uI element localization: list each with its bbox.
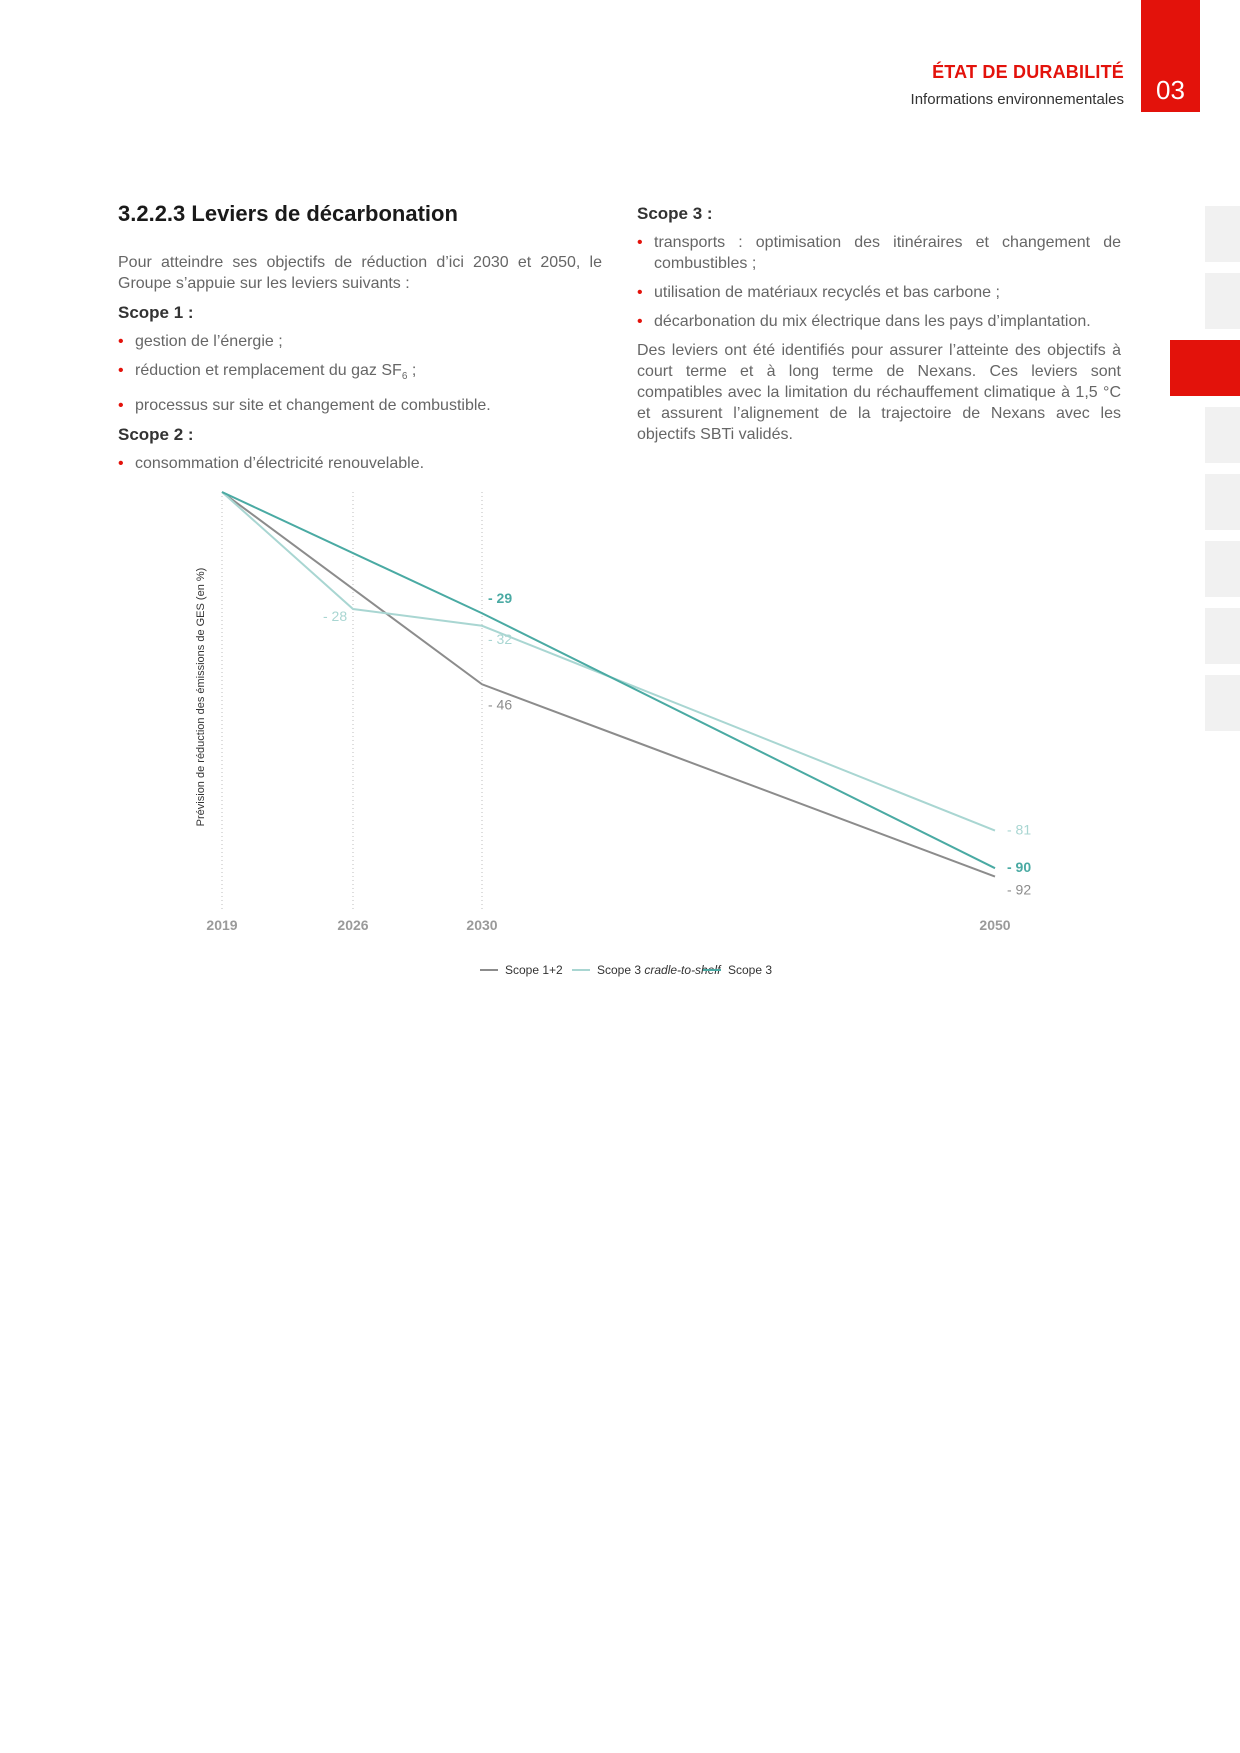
- list-item: • décarbonation du mix électrique dans les pays d’implantation.: [637, 313, 1091, 330]
- y-axis-label: Prévision de réduction des émissions de GES (en %): [195, 567, 207, 827]
- bullet-icon: •: [118, 362, 124, 379]
- list-item: • transports : optimisation des itinéraires et changement de combustibles ;: [637, 234, 1121, 272]
- scope2-heading: Scope 2 :: [118, 425, 194, 445]
- legend-label-scope3: Scope 3: [728, 963, 773, 977]
- scope3-list: [637, 232, 1121, 332]
- scope2-list: [118, 453, 602, 474]
- bullet-icon: •: [637, 234, 643, 251]
- list-item: • gestion de l’énergie ;: [118, 333, 283, 350]
- right-column: [637, 203, 1121, 453]
- data-label-scope3-2030: - 29: [488, 590, 513, 607]
- x-tick-label-2026: 2026: [337, 917, 369, 933]
- data-label-scope12-2030: - 46: [488, 696, 513, 713]
- legend-label-scope12: Scope 1+2: [505, 963, 563, 977]
- series-line-scope3_cts: [222, 492, 995, 831]
- list-item: • utilisation de matériaux recyclés et bas carbone ;: [637, 284, 1000, 301]
- legend-label-scope3_cts: Scope 3 cradle-to-shelf: [597, 963, 721, 977]
- bullet-icon: •: [118, 455, 124, 473]
- scope1-heading: Scope 1 :: [118, 303, 194, 322]
- bullet-icon: •: [637, 313, 643, 330]
- data-label-scope3_cts-2026: - 28: [323, 608, 348, 625]
- x-tick-label-2030: 2030: [466, 917, 498, 933]
- list-item: • réduction et remplacement du gaz $SF_6$ ;: [118, 362, 417, 383]
- bullet-icon: •: [637, 284, 643, 301]
- scope1-list: [118, 331, 602, 416]
- side-nav-tab-1[interactable]: [1205, 206, 1240, 262]
- list-item: • consommation d’électricité renouvelable.: [118, 455, 425, 473]
- x-tick-label-2050: 2050: [979, 917, 1011, 933]
- data-label-scope3_cts-2030: - 32: [488, 630, 513, 647]
- data-label-scope3-2050: - 90: [1007, 859, 1032, 876]
- side-nav-tab-4[interactable]: [1205, 407, 1240, 463]
- side-nav-tab-2[interactable]: [1205, 273, 1240, 329]
- section-title: 3.2.2.3 Leviers de décarbonation: [118, 201, 458, 226]
- side-nav-tab-5[interactable]: [1205, 474, 1240, 530]
- header-title: ÉTAT DE DURABILITÉ: [932, 62, 1124, 82]
- list-item: • processus sur site et changement de combustible.: [118, 397, 491, 415]
- bullet-icon: •: [118, 397, 124, 415]
- bullet-icon: •: [118, 333, 124, 350]
- data-label-scope12-2050: - 92: [1007, 881, 1032, 898]
- side-nav-tab-3-active[interactable]: [1170, 340, 1240, 396]
- levers-paragraph: Des leviers ont été identifiés pour assurer l’atteinte des objectifs à court terme et à long terme de Nexans. Ces leviers sont compatibles avec la limitation du réchauffement climatique à 1,5 °C et assurent l’alignement de la trajectoire de Nexans avec les objectifs SBTi validés.: [637, 342, 1121, 443]
- header-subtitle: Informations environnementales: [910, 91, 1124, 108]
- series-line-scope12: [222, 492, 995, 877]
- side-nav-tab-6[interactable]: [1205, 541, 1240, 597]
- left-column: [118, 252, 602, 482]
- x-tick-label-2019: 2019: [206, 917, 238, 933]
- chapter-badge[interactable]: 03: [1141, 0, 1200, 112]
- intro-paragraph: Pour atteindre ses objectifs de réduction d’ici 2030 et 2050, le Groupe s’appuie sur les leviers suivants :: [118, 254, 602, 292]
- scope3-heading: Scope 3 :: [637, 204, 713, 223]
- side-nav-tab-8[interactable]: [1205, 675, 1240, 731]
- side-nav-tab-7[interactable]: [1205, 608, 1240, 664]
- data-label-scope3_cts-2050: - 81: [1007, 821, 1032, 838]
- series-line-scope3: [222, 492, 995, 868]
